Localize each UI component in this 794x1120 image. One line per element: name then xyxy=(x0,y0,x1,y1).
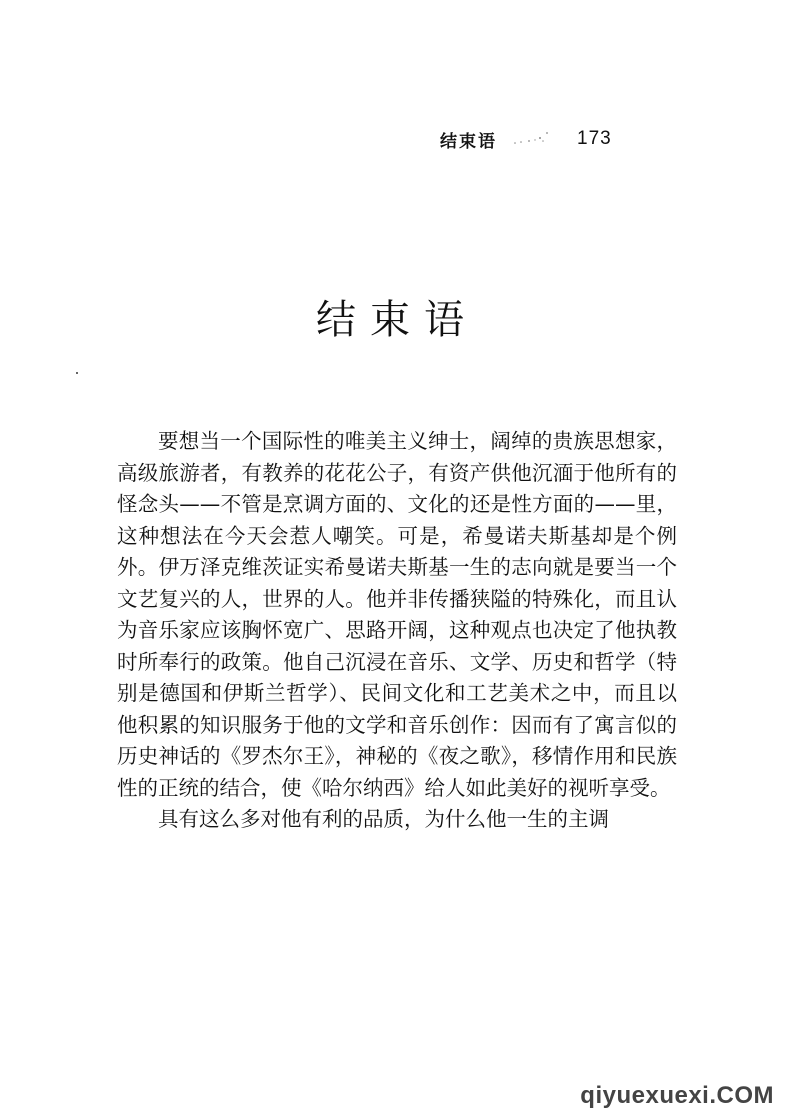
paragraph: 具有这么多对他有利的品质，为什么他一生的主调 xyxy=(158,807,609,831)
paragraph: 要想当一个国际性的唯美主义绅士，阔绰的贵族思想家，高级旅游者，有教养的花花公子，有资产供他沉湎于他所有的怪念头——不管是烹调方面的、文化的还是性方面的——里，这种想法在今天会惹人嘲笑。可是，希曼诺夫斯基却是个例外。伊万泽克维茨证实希曼诺夫斯基一生的志向就是要当一个文艺复兴的人，世界的人。他并非传播狭隘的特殊化，而且认为音乐家应该胸怀宽广、思路开阔，这种观点也决定了他执教时所奉行的政策。他自己沉浸在音乐、文学、历史和哲学（特别是德国和伊斯兰哲学）、民间文化和工艺美术之中，而且以他积累的知识服务于他的文学和音乐创作：因而有了寓言似的历史神话的《罗杰尔王》，神秘的《夜之歌》，移情作用和民族性的正统的结合，使《哈尔纳西》给人如此美好的视听享受。 xyxy=(117,429,677,800)
margin-mark xyxy=(76,372,78,374)
running-header-title: 结束语 xyxy=(440,131,497,152)
chapter-title: 结束语 xyxy=(316,297,478,343)
page-number: 173 xyxy=(577,128,612,149)
running-header xyxy=(440,124,612,154)
ornament-icon xyxy=(507,129,567,149)
watermark: qiyuexuexi.COM xyxy=(580,1082,774,1109)
body-text xyxy=(117,426,677,836)
